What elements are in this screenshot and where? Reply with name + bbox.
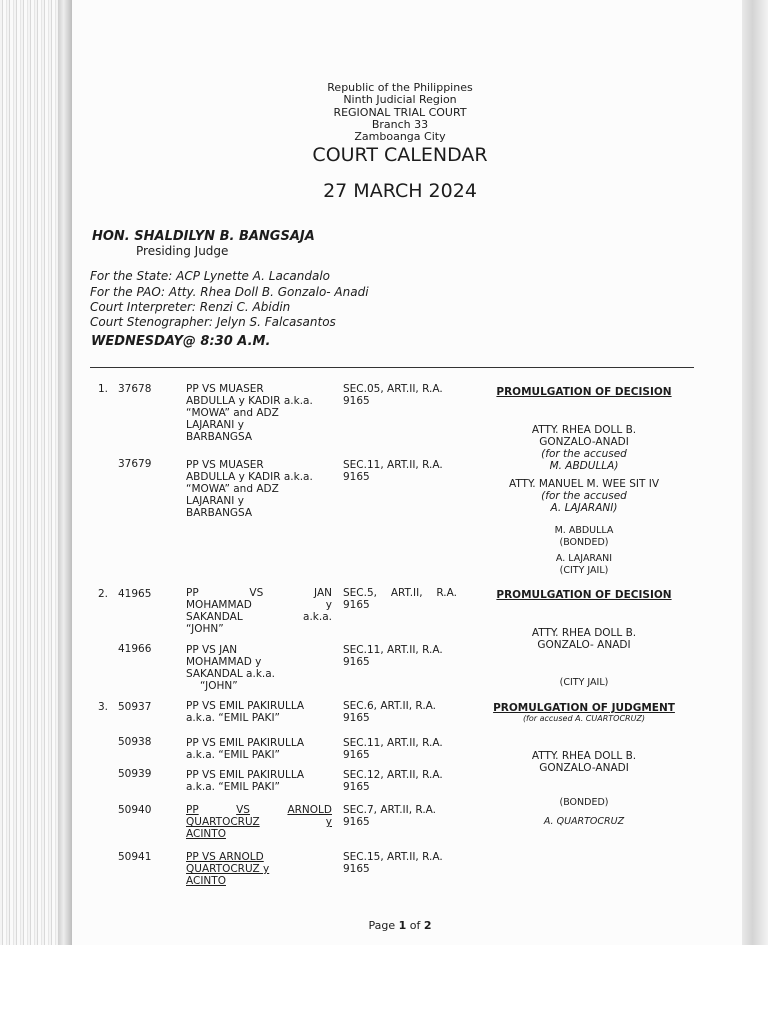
case-charge: SEC.15, ART.II, R.A. 9165 — [343, 851, 443, 875]
accused-status: M. ABDULLA (BONDED) A. LAJARANI (CITY JAIL) — [554, 525, 614, 576]
case-charge: SEC.12, ART.II, R.A. 9165 — [343, 769, 443, 793]
case-number: 2. — [98, 588, 109, 600]
calendar-date: 27 MARCH 2024 — [323, 180, 477, 202]
case-parties: PP VS EMIL PAKIRULLA a.k.a. “EMIL PAKI” — [186, 737, 305, 761]
divider — [90, 367, 694, 368]
case-charge: SEC.11, ART.II, R.A. 9165 — [343, 737, 443, 761]
case-parties: PP VS ARNOLD QUARTOCRUZ y ACINTO — [186, 804, 332, 840]
case-no: 50940 — [118, 804, 152, 816]
case-no: 50939 — [118, 768, 152, 780]
judge-role: Presiding Judge — [136, 244, 229, 258]
case-no: 37678 — [118, 383, 152, 395]
counsel-pao: ATTY. RHEA DOLL B. GONZALO- ANADI — [531, 627, 637, 651]
accused-status: (BONDED) — [559, 797, 609, 808]
case-number: 3. — [98, 701, 109, 713]
case-no: 41965 — [118, 588, 152, 600]
case-charge: SEC.5, ART.II, R.A. 9165 — [343, 587, 457, 611]
schedule-time: WEDNESDAY@ 8:30 A.M. — [91, 334, 271, 349]
case-parties: PP VS ARNOLD QUARTOCRUZ y ACINTO — [186, 851, 270, 887]
page-indicator: Page 1 of 2 — [368, 919, 432, 932]
header-court: REGIONAL TRIAL COURT — [333, 106, 467, 119]
case-no: 50941 — [118, 851, 152, 863]
officer-pao: For the PAO: Atty. Rhea Doll B. Gonzalo- Anadi — [90, 285, 369, 299]
case-no: 50937 — [118, 701, 152, 713]
counsel-pao: ATTY. RHEA DOLL B. GONZALO-ANADI (for the accused M. ABDULLA) — [531, 424, 637, 472]
officer-stenographer: Court Stenographer: Jelyn S. Falcasantos — [90, 315, 336, 329]
officer-interpreter: Court Interpreter: Renzi C. Abidin — [90, 300, 291, 314]
case-no: 37679 — [118, 458, 152, 470]
accused-name: A. QUARTOCRUZ — [543, 816, 625, 827]
header-region: Ninth Judicial Region — [343, 93, 457, 106]
case-charge: SEC.11, ART.II, R.A. 9165 — [343, 459, 443, 483]
case-no: 50938 — [118, 736, 152, 748]
remark-promulgation: PROMULGATION OF JUDGMENT (for accused A. CUARTOCRUZ) — [493, 702, 675, 723]
case-parties: PP VS JAN MOHAMMAD y SAKANDAL a.k.a. “JOHN” — [186, 587, 332, 635]
counsel-pao: ATTY. RHEA DOLL B. GONZALO-ANADI — [531, 750, 637, 774]
remark-promulgation: PROMULGATION OF DECISION — [496, 589, 672, 601]
judge-name: HON. SHALDILYN B. BANGSAJA — [92, 229, 315, 244]
accused-status: (CITY JAIL) — [559, 677, 609, 688]
document-title: COURT CALENDAR — [312, 144, 488, 166]
case-parties: PP VS EMIL PAKIRULLA a.k.a. “EMIL PAKI” — [186, 700, 305, 724]
scan-right-edge — [742, 0, 768, 945]
officer-state: For the State: ACP Lynette A. Lacandalo — [90, 269, 331, 283]
scan-left-shadow — [58, 0, 72, 945]
case-charge: SEC.05, ART.II, R.A. 9165 — [343, 383, 443, 407]
case-number: 1. — [98, 383, 109, 395]
case-parties: PP VS MUASER ABDULLA y KADIR a.k.a. “MOWA” and ADZ LAJARANI y BARBANGSA — [186, 383, 313, 443]
case-parties: PP VS MUASER ABDULLA y KADIR a.k.a. “MOWA” and ADZ LAJARANI y BARBANGSA — [186, 459, 313, 519]
case-charge: SEC.11, ART.II, R.A. 9165 — [343, 644, 443, 668]
counsel-private: ATTY. MANUEL M. WEE SIT IV (for the accused A. LAJARANI) — [508, 478, 660, 514]
remark-promulgation: PROMULGATION OF DECISION — [496, 386, 672, 398]
header-republic: Republic of the Philippines — [327, 81, 473, 94]
header-city: Zamboanga City — [354, 130, 446, 143]
header-branch: Branch 33 — [371, 118, 429, 131]
case-charge: SEC.7, ART.II, R.A. 9165 — [343, 804, 437, 828]
case-parties: PP VS EMIL PAKIRULLA a.k.a. “EMIL PAKI” — [186, 769, 305, 793]
case-parties: PP VS JAN MOHAMMAD y SAKANDAL a.k.a. “JOHN” — [186, 644, 276, 692]
case-no: 41966 — [118, 643, 152, 655]
scan-bottom-margin — [0, 945, 768, 1024]
case-charge: SEC.6, ART.II, R.A. 9165 — [343, 700, 437, 724]
